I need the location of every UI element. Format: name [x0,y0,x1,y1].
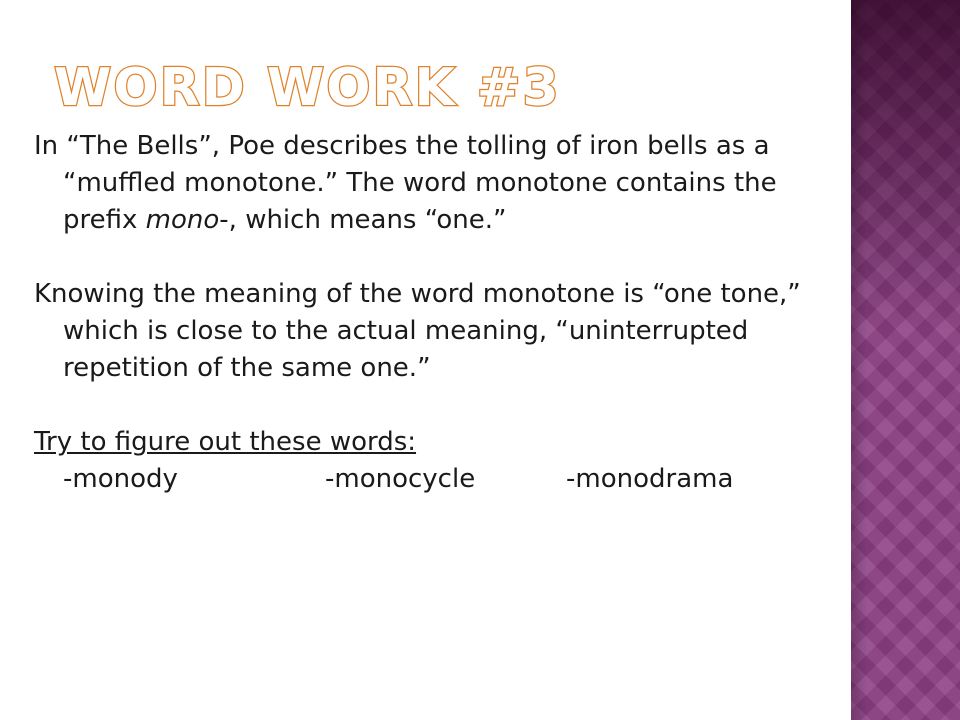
slide-body [34,128,834,498]
prefix-italic: mono [145,205,220,235]
slide-title: WORD WORK #3 [54,58,561,118]
paragraph-meaning: Knowing the meaning of the word monotone is “one tone,” which is close to the actual meaning, “uninterrupted repetition of the same one.” [34,279,801,383]
decorative-side-panel [851,0,960,720]
word-list [34,461,834,498]
paragraph-intro [34,128,834,239]
word-monocycle: -monocycle [325,464,476,494]
paragraph-intro-end: -, which means “one.” [219,205,507,235]
word-monody: -monody [63,464,178,494]
prompt-text: Try to figure out these words: [34,427,417,457]
paragraph-intro-text: In “The Bells”, Poe describes the tolling of iron bells as a “muffled monotone.” The word monotone contains the prefix [34,131,777,235]
word-monodrama: -monodrama [566,464,734,494]
